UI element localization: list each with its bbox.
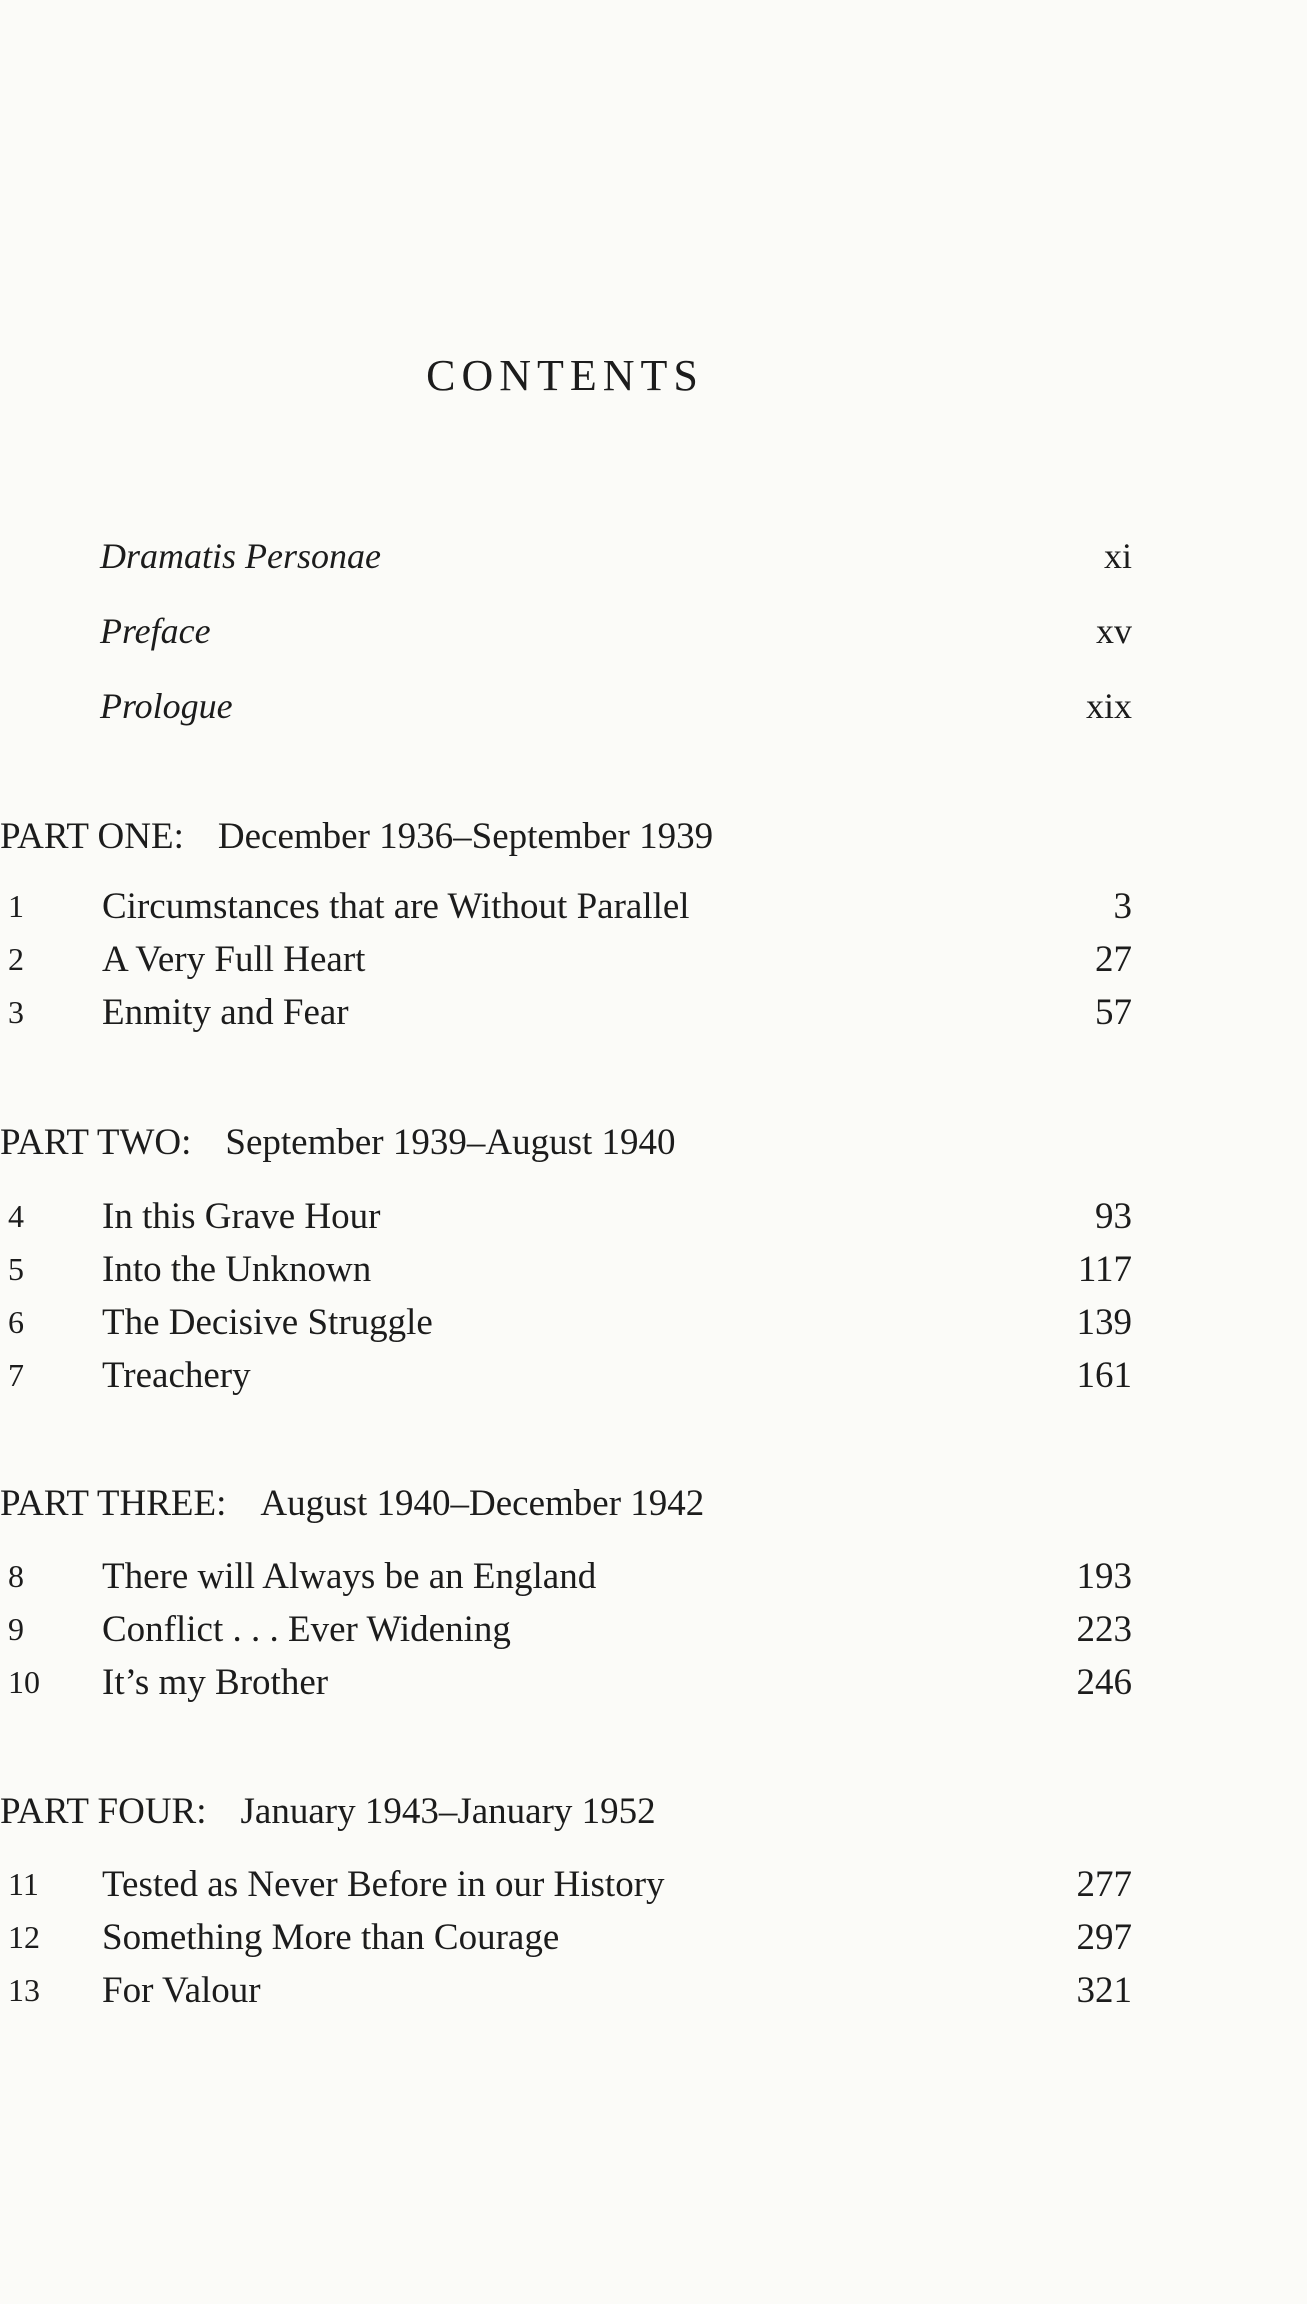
chapter-title: Treachery bbox=[102, 1355, 251, 1396]
chapter-number: 9 bbox=[8, 1611, 24, 1647]
part-heading bbox=[0, 1482, 704, 1525]
front-matter-page: xix bbox=[1085, 686, 1132, 726]
chapter-page: 297 bbox=[1076, 1917, 1132, 1958]
part-label: PART ONE: bbox=[0, 816, 184, 857]
front-matter-label: Prologue bbox=[100, 686, 233, 726]
chapter-row[interactable] bbox=[0, 1608, 1132, 1658]
front-matter-page: xv bbox=[1096, 611, 1132, 651]
chapter-number: 10 bbox=[8, 1664, 40, 1700]
chapter-page: 93 bbox=[1095, 1196, 1132, 1237]
part-label: PART FOUR: bbox=[0, 1791, 207, 1832]
chapter-number: 7 bbox=[8, 1357, 24, 1393]
chapter-title: Enmity and Fear bbox=[102, 992, 349, 1033]
part-heading bbox=[0, 815, 713, 858]
chapter-number: 2 bbox=[8, 941, 24, 977]
part-heading bbox=[0, 1121, 676, 1164]
chapter-title: A Very Full Heart bbox=[102, 939, 366, 980]
front-matter-label: Preface bbox=[100, 611, 211, 651]
part-label: PART THREE: bbox=[0, 1483, 227, 1524]
chapter-page: 277 bbox=[1076, 1864, 1132, 1905]
part-dates: August 1940–December 1942 bbox=[260, 1483, 705, 1524]
chapter-number: 6 bbox=[8, 1304, 24, 1340]
part-label: PART TWO: bbox=[0, 1122, 192, 1163]
chapter-number: 4 bbox=[8, 1198, 24, 1234]
chapter-page: 117 bbox=[1077, 1249, 1132, 1290]
chapter-page: 246 bbox=[1076, 1662, 1132, 1703]
chapter-page: 57 bbox=[1095, 992, 1132, 1033]
chapter-row[interactable] bbox=[0, 885, 1132, 935]
chapter-title: Conflict . . . Ever Widening bbox=[102, 1609, 511, 1650]
chapter-title: Into the Unknown bbox=[102, 1249, 372, 1290]
chapter-title: Tested as Never Before in our History bbox=[102, 1864, 665, 1905]
chapter-row[interactable] bbox=[0, 1301, 1132, 1351]
chapter-row[interactable] bbox=[0, 991, 1132, 1041]
chapter-page: 3 bbox=[1113, 886, 1132, 927]
chapter-page: 223 bbox=[1076, 1609, 1132, 1650]
chapter-row[interactable] bbox=[0, 938, 1132, 988]
part-heading bbox=[0, 1790, 656, 1833]
chapter-number: 11 bbox=[8, 1866, 39, 1902]
chapter-title: In this Grave Hour bbox=[102, 1196, 381, 1237]
chapter-title: There will Always be an England bbox=[102, 1556, 597, 1597]
chapter-page: 27 bbox=[1095, 939, 1132, 980]
chapter-number: 5 bbox=[8, 1251, 24, 1287]
chapter-page: 139 bbox=[1076, 1302, 1132, 1343]
chapter-page: 161 bbox=[1076, 1355, 1132, 1396]
part-dates: January 1943–January 1952 bbox=[240, 1791, 656, 1832]
part-dates: December 1936–September 1939 bbox=[217, 816, 714, 857]
chapter-row[interactable] bbox=[0, 1555, 1132, 1605]
chapter-row[interactable] bbox=[0, 1195, 1132, 1245]
chapter-number: 1 bbox=[8, 888, 24, 924]
chapter-title: Circumstances that are Without Parallel bbox=[102, 886, 690, 927]
chapter-row[interactable] bbox=[0, 1863, 1132, 1913]
chapter-row[interactable] bbox=[0, 1661, 1132, 1711]
page-title: CONTENTS bbox=[426, 351, 704, 400]
front-matter-row[interactable] bbox=[100, 685, 1132, 745]
chapter-title: Something More than Courage bbox=[102, 1917, 560, 1958]
chapter-title: For Valour bbox=[102, 1970, 261, 2011]
front-matter-row[interactable] bbox=[100, 535, 1132, 595]
chapter-row[interactable] bbox=[0, 1916, 1132, 1966]
chapter-title: It’s my Brother bbox=[102, 1662, 329, 1703]
chapter-number: 12 bbox=[8, 1919, 40, 1955]
front-matter-row[interactable] bbox=[100, 610, 1132, 670]
chapter-page: 193 bbox=[1076, 1556, 1132, 1597]
part-dates: September 1939–August 1940 bbox=[225, 1122, 676, 1163]
chapter-number: 13 bbox=[8, 1972, 40, 2008]
chapter-row[interactable] bbox=[0, 1354, 1132, 1404]
chapter-row[interactable] bbox=[0, 1969, 1132, 2019]
chapter-number: 8 bbox=[8, 1558, 24, 1594]
front-matter-page: xi bbox=[1103, 536, 1132, 576]
chapter-page: 321 bbox=[1076, 1970, 1132, 2011]
chapter-row[interactable] bbox=[0, 1248, 1132, 1298]
chapter-title: The Decisive Struggle bbox=[102, 1302, 433, 1343]
front-matter-label: Dramatis Personae bbox=[100, 536, 381, 576]
chapter-number: 3 bbox=[8, 994, 24, 1030]
